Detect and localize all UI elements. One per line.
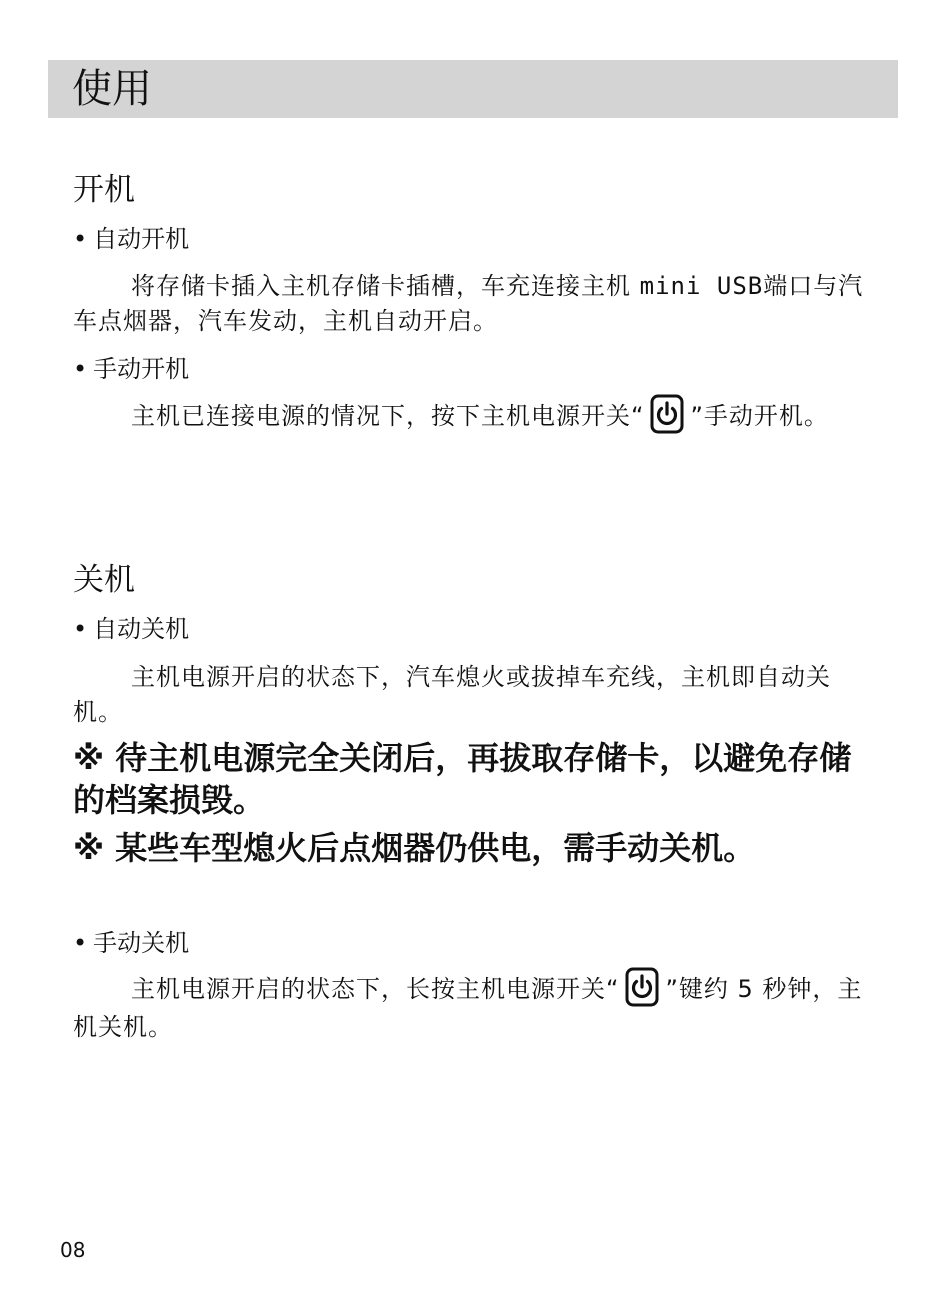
- bullet-dot: •: [73, 225, 88, 253]
- auto-power-off-text: 主机电源开启的状态下，汽车熄火或拔掉车充线，主机即自动关机。: [73, 663, 831, 726]
- manual-power-off-bullet: [73, 928, 189, 958]
- mini-usb-text: mini USB: [639, 272, 764, 300]
- manual-power-off-text-part1: 主机电源开启的状态下，长按主机电源开关“: [131, 975, 620, 1003]
- page-title: 使用: [72, 66, 152, 112]
- manual-power-off-text-part2: ”键约 5 秒钟，主机关机。: [73, 975, 863, 1041]
- bullet-dot: •: [73, 929, 88, 957]
- manual-power-off-text: [73, 970, 873, 1045]
- auto-power-on-text-part1: 将存储卡插入主机存储卡插槽，车充连接主机: [131, 272, 640, 300]
- power-button-icon: [625, 967, 659, 1007]
- auto-power-on-label: 自动开机: [93, 225, 190, 253]
- manual-power-off-label: 手动关机: [93, 929, 190, 957]
- auto-power-off-label: 自动关机: [93, 615, 190, 643]
- bullet-dot: •: [73, 615, 88, 643]
- page-number: 08: [60, 1238, 86, 1262]
- manual-power-on-text: [73, 397, 873, 437]
- auto-power-on-text-part2: 端口与汽车点烟器，汽车发动，主机自动开启。: [73, 272, 864, 335]
- power-on-heading: 开机: [73, 172, 135, 208]
- power-off-heading: 关机: [73, 562, 135, 598]
- manual-power-on-text-part2: ”手动开机。: [690, 402, 829, 430]
- warning-note-cigarette-lighter: ※ 某些车型熄火后点烟器仍供电，需手动关机。: [73, 829, 756, 867]
- auto-power-on-bullet: [73, 224, 189, 254]
- section-header-bar: [48, 60, 898, 118]
- manual-power-on-label: 手动开机: [93, 355, 190, 383]
- bullet-dot: •: [73, 355, 88, 383]
- manual-power-on-text-part1: 主机已连接电源的情况下，按下主机电源开关“: [131, 402, 645, 430]
- warning-note-storage: ※ 待主机电源完全关闭后，再拔取存储卡，以避免存储的档案损毁。: [73, 739, 852, 819]
- power-button-icon: [650, 394, 684, 434]
- auto-power-off-bullet: [73, 614, 189, 644]
- manual-power-on-bullet: [73, 354, 189, 384]
- auto-power-on-text: [73, 269, 873, 339]
